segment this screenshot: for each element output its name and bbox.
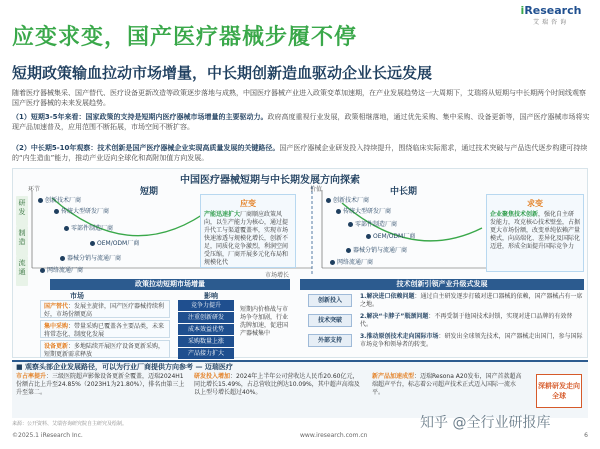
long-term-paragraph	[12, 143, 590, 163]
external-support-tag: 外部支持	[308, 334, 352, 347]
case-badge: 深耕研发走向全球	[536, 374, 582, 408]
long-chain-item: 器械分销与流通厂商	[346, 246, 407, 256]
long-strategy-head: 求变	[527, 199, 543, 208]
short-term-body: 政府高度重视行业发展，政策相继落地，通过优先采购、集中采购、设备更新等，国产医疗器械市场将实现产品加速普及，应用范围不断拓展，市场空间不断扩容。	[12, 113, 590, 131]
short-chain-item: 传统大型研发厂商	[54, 207, 109, 217]
short-chain-item: 零部件制造厂商	[64, 224, 113, 234]
short-term-paragraph	[12, 112, 590, 132]
long-chain-item: 网络流通厂商	[330, 258, 373, 268]
iresearch-logo	[516, 4, 586, 26]
zhihu-watermark: 知乎 @全行业研报库	[420, 415, 551, 431]
market-col-head: 市场	[70, 292, 84, 300]
long-term-label: 中长期	[390, 187, 418, 197]
short-strategy-head: 应变	[240, 199, 256, 208]
long-term-body: 国产医疗器械企业研发投入持续提升，围绕临床实际需求，通过技术突破与产品迭代逐步构建可持续的“内生造血”能力，推动产业迈向全球化和高附加值方向发展。	[12, 144, 588, 162]
case-rnd: 研发投入增加：2024年上半年公司营收达人民币20.60亿元，同比增长15.49%，占总营收比例达10.09%，其中超声高端及以上型号增长超过40%。	[194, 373, 360, 396]
market-box-procurement: 集中采购：带量采购已覆盖各主要品类，未来将常态化、制度化发展	[40, 320, 170, 338]
long-chain-item: 创新技术厂商	[326, 196, 369, 206]
source-note: 来源：公开资料、艾瑞咨询研究院自主研究及绘制。	[12, 421, 128, 427]
site-url[interactable]: www.iresearch.com.cn	[300, 432, 368, 439]
long-term-lead: （2）中长期5-10年观察：技术创新是国产医疗器械企业实现高质量发展的关键路径。	[12, 144, 280, 152]
short-chain-item: OEM/ODM厂商	[90, 239, 139, 249]
case-title: ■ 观察头部企业发展路径，可以为行业厂商提供方向参考 — 迈瑞医疗	[16, 363, 233, 371]
axis-growth-label: 市场增长	[265, 272, 290, 279]
impact-item: 注重创新研发	[178, 312, 234, 323]
long-band-head: 技术创新引领产业升级式发展	[300, 279, 584, 290]
axis-value-label: 价值	[310, 186, 323, 193]
short-band-head: 政策拉动短期市场增量	[50, 279, 290, 290]
long-point-2: 2.解决“卡脖子”瓶颈问题：不再受制于他国技术封锁，实现对进口品牌的有效替代。	[360, 313, 573, 328]
impact-item: 竞争力提升	[178, 300, 234, 311]
short-strategy-em: 产能迅速扩大	[204, 211, 241, 218]
long-chain-item: 传统大型研发厂商	[336, 207, 391, 217]
logo-cn: 艾瑞咨询	[532, 19, 569, 26]
short-chain-item: 创新技术厂商	[38, 196, 81, 206]
short-strategy-body: 厂商顺应政策风向，以生产能力为核心，通过提升代工与渠道覆盖率，实现市场快速渗透与规模化增长，创新不足，同质化竞争激烈，利润空间受压缩，厂商开展多元化布局和规模化代	[204, 211, 289, 266]
impact-col-head: 影响	[204, 292, 218, 300]
innovation-input-tag: 创新投入	[308, 294, 352, 307]
stage-distribution: 流通	[16, 256, 28, 286]
impact-item: 采购数量上涨	[178, 336, 234, 347]
logo-brand-i: i	[520, 4, 525, 17]
long-strategy-box	[486, 194, 584, 272]
axis-stage-label: 环节	[28, 186, 41, 193]
short-strategy-box	[200, 194, 296, 268]
diagram-title: 中国医疗器械短期与中长期发展方向探索	[180, 175, 360, 186]
long-strategy-em: 企业聚焦技术创新	[490, 211, 539, 218]
short-chain-item: 器械分销与流通厂商	[60, 254, 121, 264]
market-box-substitution: 国产替代：发展主旋律，国产医疗器械持续利好，市场份额更高	[40, 300, 170, 318]
copyright: ©2025.1 iResearch Inc.	[12, 432, 83, 439]
long-strategy-body: ，强化自主研发能力，攻克核心技术壁垒，占据更大市场份额，改变单纯依赖产量模式，向高端化、差异化及国际化迈进，形成全面提升国际竞争力	[490, 211, 581, 250]
long-point-3: 3.推动原创技术走向国际市场：研发出全球领先技术，国产器械走出国门，参与国际市场竞争和领导者的转变。	[360, 333, 583, 348]
market-box-equipment: 设备更新：多地陆续开展医疗设备更新采购，短期更新需求释放	[40, 340, 170, 358]
page-number: 6	[584, 432, 588, 439]
case-product: 新产品加速成型：迈瑞Resona A20发布，国产首款超高端超声平台，标志着公司超声技术正式迈入国际一流水平。	[372, 373, 522, 396]
impact-item: 产品接力扩大	[178, 348, 234, 359]
short-term-label: 短期	[140, 187, 159, 197]
impact-item: 成本效益优势	[178, 324, 234, 335]
page-title: 应变求变，国产医疗器械步履不停	[12, 25, 358, 50]
intro-paragraph: 随着医疗器械集采、国产替代、医疗设备更新改造等政策逐步落地与成熟，中国医疗器械产业进入政策变革加速期，在产业发展趋势这一大周期下，艾瑞将从短期与中长期两个时间线观察国产医疗器械的未来发展趋势。	[12, 89, 586, 107]
page-subtitle: 短期政策输血拉动市场增量，中长期创新造血驱动企业长远发展	[12, 64, 433, 82]
short-band-mid-text: 短期内价格战与市场争夺加剧，行业洗牌加速，促进国产器械集中	[240, 306, 289, 337]
long-point-1: 1.解决进口依赖问题：通过自主研发逐步打破对进口器械的依赖，国产器械占有一席之地。	[360, 293, 583, 308]
long-chain-item: OEM/ODM厂商	[366, 232, 415, 242]
stage-rnd: 研发	[16, 196, 28, 226]
logo-brand-text: Research	[524, 4, 582, 17]
stage-manufacture: 制造	[16, 226, 28, 256]
short-term-lead: （1）短期3-5年来看：国家政策的支持是短期内医疗器械市场增量的主要驱动力。	[12, 113, 268, 121]
short-chain-item: 网络流通厂商	[40, 266, 83, 276]
case-share: 市占率提升：三级医院超声影像设备更新全覆盖，迈瑞2024H1份额占比上升至24.85%（2023H1为21.80%），排名由第三上升至第二。	[16, 373, 185, 396]
tech-breakthrough-tag: 技术突破	[308, 314, 352, 327]
long-chain-item: 零部件制造厂商	[348, 220, 397, 230]
